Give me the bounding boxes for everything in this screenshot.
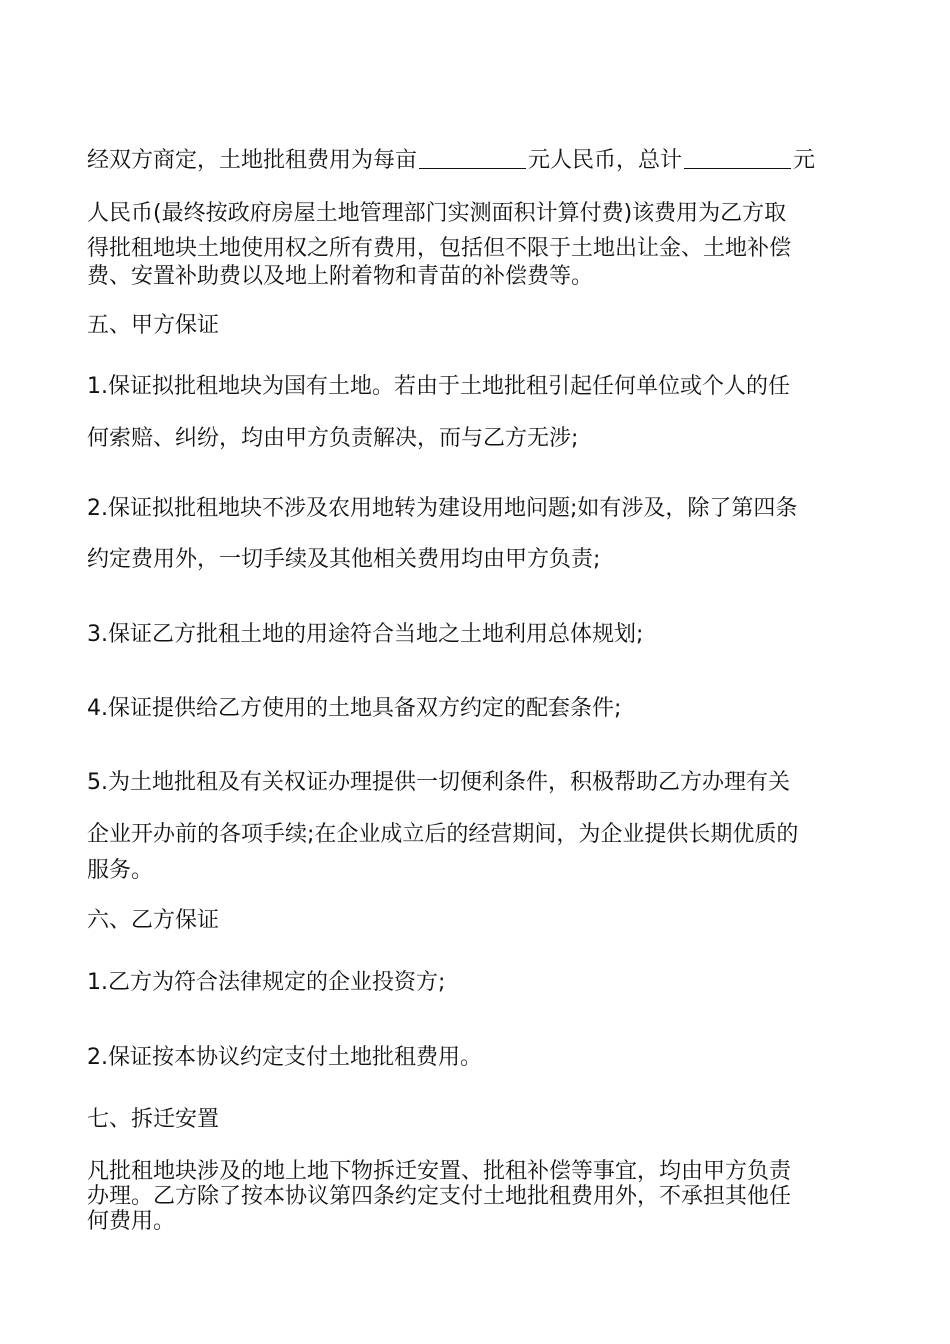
fill-blank-total[interactable] — [684, 146, 791, 169]
section7-para-line3: 何费用。 — [87, 1209, 176, 1234]
section7-heading: 七、拆迁安置 — [87, 1107, 220, 1132]
section5-heading: 五、甲方保证 — [87, 313, 220, 338]
clause4-text-c: 元 — [793, 148, 816, 173]
clause4-line-3: 得批租地块土地使用权之所有费用，包括但不限于土地出让金、土地补偿 — [87, 236, 792, 261]
section5-item4: 4.保证提供给乙方使用的土地具备双方约定的配套条件; — [87, 696, 622, 721]
section7-para-line2: 办理。乙方除了按本协议第四条约定支付土地批租费用外，不承担其他任 — [87, 1184, 792, 1209]
section5-item2-line2: 约定费用外，一切手续及其他相关费用均由甲方负责; — [87, 547, 601, 572]
section6-heading: 六、乙方保证 — [87, 908, 220, 933]
section7-para-line1: 凡批租地块涉及的地上地下物拆迁安置、批租补偿等事宜，均由甲方负责 — [87, 1159, 792, 1184]
clause4-line-2: 人民币(最终按政府房屋土地管理部门实测面积计算付费)该费用为乙方取 — [87, 201, 787, 226]
section5-item1-line1: 1.保证拟批租地块为国有土地。若由于土地批租引起任何单位或个人的任 — [87, 374, 790, 399]
section6-item2: 2.保证按本协议约定支付土地批租费用。 — [87, 1045, 482, 1070]
section5-item1-line2: 何索赔、纠纷，均由甲方负责解决，而与乙方无涉; — [87, 426, 579, 451]
fill-blank-per-mu[interactable] — [419, 146, 526, 169]
section5-item3: 3.保证乙方批租土地的用途符合当地之土地利用总体规划; — [87, 622, 644, 647]
clause4-text-a: 经双方商定，土地批租费用为每亩 — [87, 148, 418, 173]
section6-item1: 1.乙方为符合法律规定的企业投资方; — [87, 970, 446, 995]
section5-item5-line1: 5.为土地批租及有关权证办理提供一切便利条件，积极帮助乙方办理有关 — [87, 770, 790, 795]
section5-item5-line2: 企业开办前的各项手续;在企业成立后的经营期间，为企业提供长期优质的 — [87, 822, 799, 847]
section5-item2-line1: 2.保证拟批租地块不涉及农用地转为建设用地问题;如有涉及，除了第四条 — [87, 496, 798, 521]
clause4-line-4: 费、安置补助费以及地上附着物和青苗的补偿费等。 — [87, 264, 594, 289]
section5-item5-line3: 服务。 — [87, 858, 154, 883]
clause4-line-1 — [87, 146, 815, 176]
clause4-text-b: 元人民币，总计 — [528, 148, 683, 173]
